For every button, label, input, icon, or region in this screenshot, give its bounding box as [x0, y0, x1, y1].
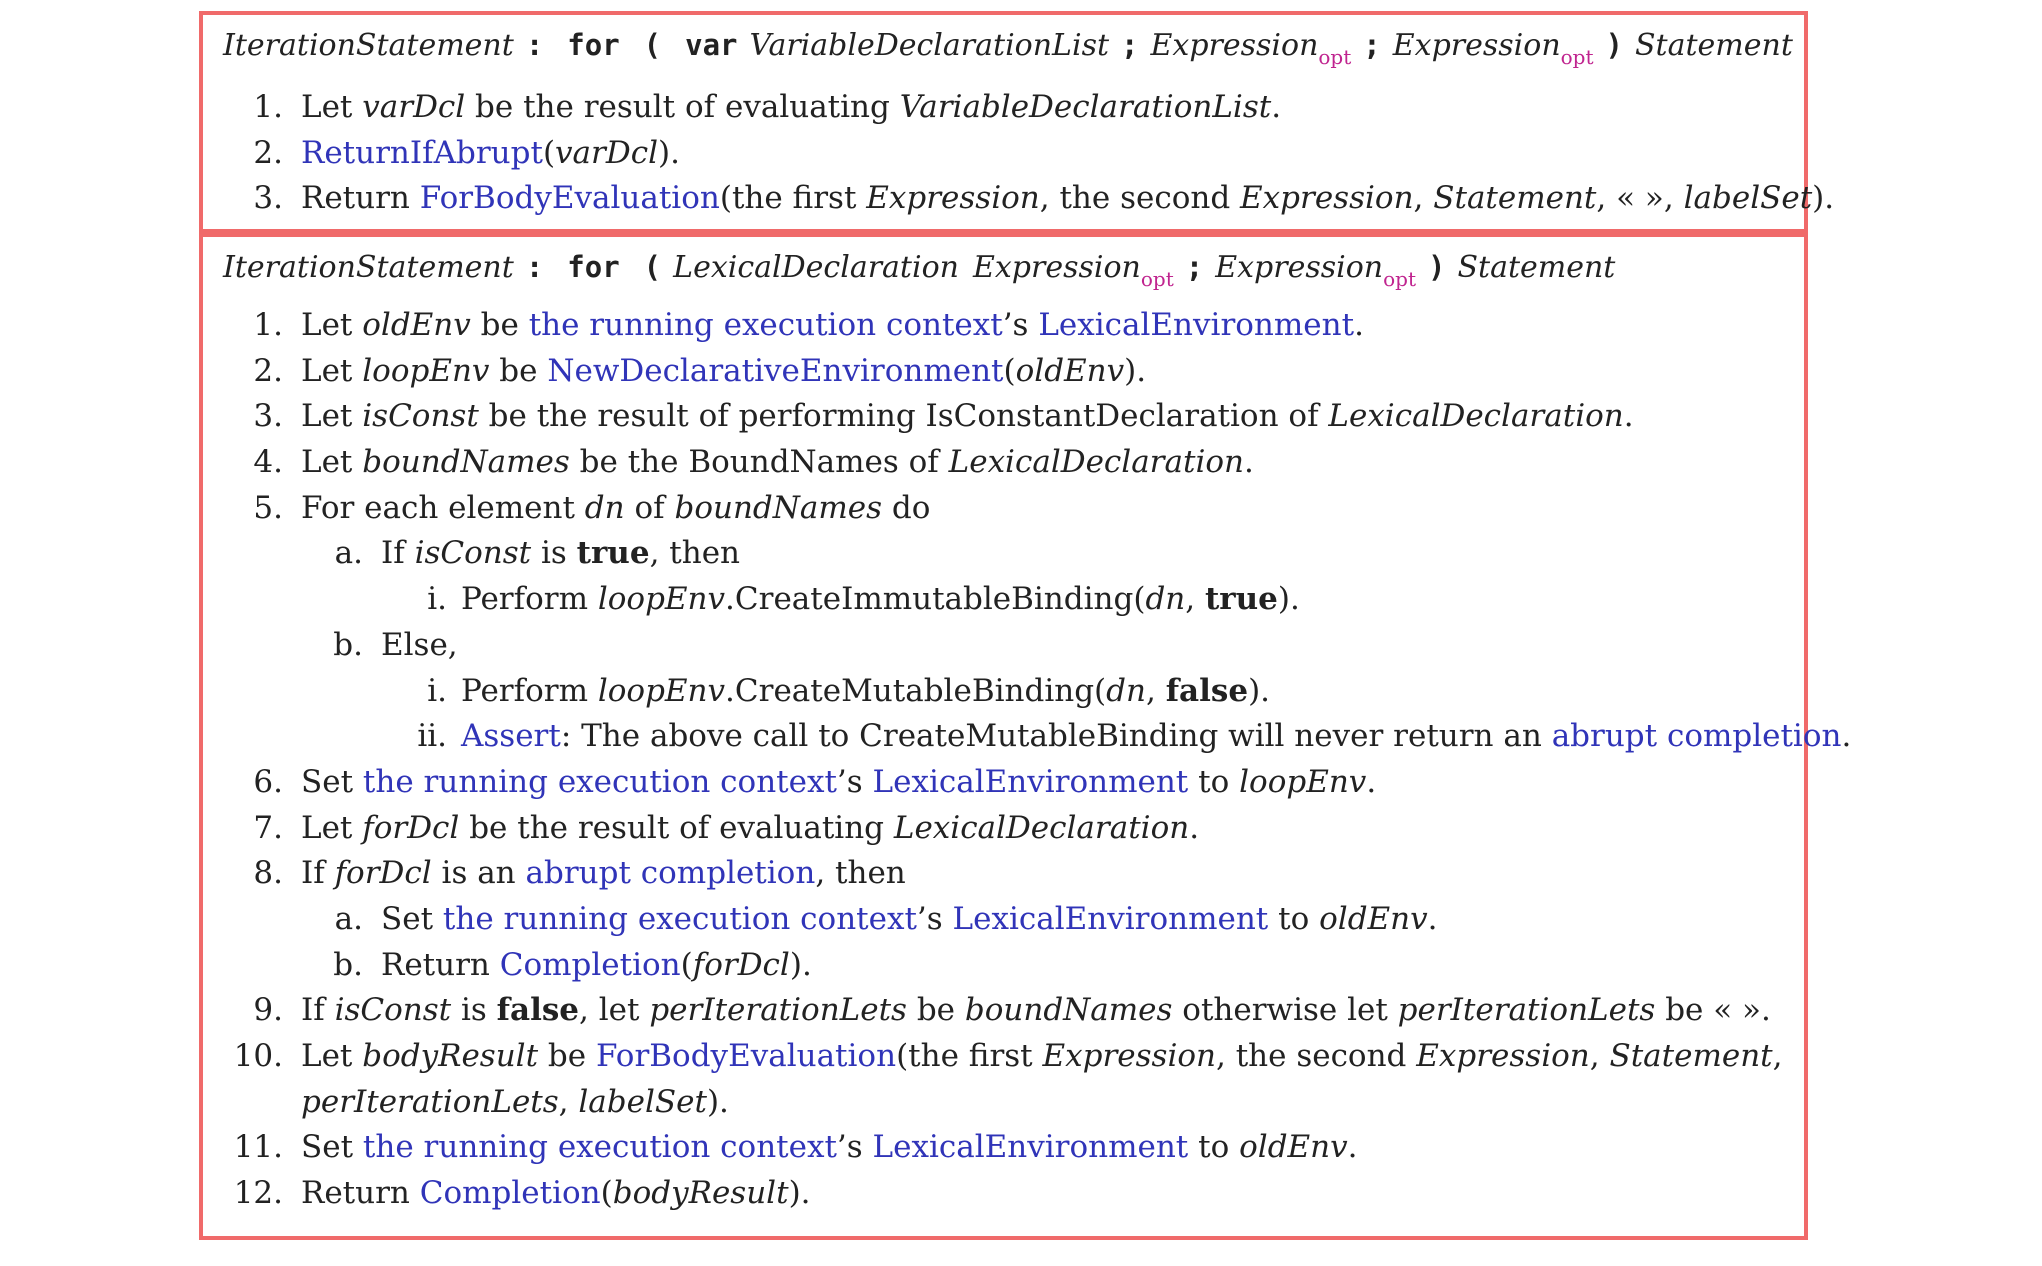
production-colon: :	[525, 250, 544, 284]
link-lexicalenvironment[interactable]: LexicalEnvironment	[1038, 307, 1355, 343]
link-running-execution-context[interactable]: the running execution context	[362, 1129, 837, 1166]
step-8	[203, 851, 1804, 897]
grammar-production-var	[223, 19, 1793, 74]
step-text: Set the running execution context’s LexicalEnvironment to loopEnv.	[301, 763, 1377, 800]
nonterminal-ref: Statement	[1609, 1038, 1773, 1074]
step-number: 7.	[253, 809, 283, 846]
step-text: Let forDcl be the result of evaluating LexicalDeclaration.	[301, 809, 1200, 846]
step-text: For each element dn of boundNames do	[301, 489, 931, 526]
step-number: 3.	[253, 180, 283, 217]
nonterminal-ref: Expression	[1240, 180, 1414, 217]
variable: loopEnv	[362, 352, 490, 389]
algorithm-steps-lexical	[203, 303, 1852, 1217]
step-10-continued	[203, 1080, 1804, 1126]
step-number: 1.	[253, 307, 283, 343]
nonterminal-ref: LexicalDeclaration	[1328, 398, 1624, 435]
step-text: Assert: The above call to CreateMutableBinding will never return an abrupt completion.	[461, 718, 1852, 755]
variable: oldEnv	[1239, 1129, 1348, 1166]
step-text: If isConst is false, let perIterationLets be boundNames otherwise let perIterationLets be « ».	[301, 992, 1771, 1029]
variable: oldEnv	[1319, 900, 1428, 937]
step-number: 8.	[253, 855, 283, 892]
link-returnifabrupt[interactable]: ReturnIfAbrupt	[301, 134, 543, 171]
keyword-var: var	[685, 28, 738, 62]
step-text: Perform loopEnv.CreateImmutableBinding(dn, true).	[461, 581, 1300, 618]
step-text: perIterationLets, labelSet).	[301, 1083, 729, 1120]
step-number: 9.	[253, 992, 283, 1029]
step-5	[203, 486, 1804, 532]
step-text: Return Completion(bodyResult).	[301, 1175, 811, 1212]
grammar-production-lexical	[223, 241, 1615, 296]
variable: oldEnv	[362, 307, 471, 343]
link-abrupt-completion[interactable]: abrupt completion	[1551, 718, 1842, 755]
variable: perIterationLets	[301, 1083, 559, 1120]
punct-rparen: )	[1605, 28, 1623, 62]
step-text: Set the running execution context’s LexicalEnvironment to oldEnv.	[381, 900, 1438, 937]
step-text: Set the running execution context’s LexicalEnvironment to oldEnv.	[301, 1129, 1358, 1166]
opt-subscript: opt	[1318, 45, 1352, 69]
punct-rparen: )	[1428, 250, 1446, 284]
step-number: 4.	[253, 444, 283, 481]
nonterminal-ref: Statement	[1433, 180, 1597, 217]
production-colon: :	[525, 28, 544, 62]
step-4	[203, 440, 1804, 486]
step-9	[203, 988, 1804, 1034]
step-7	[203, 806, 1804, 852]
variable: bodyResult	[362, 1038, 539, 1074]
step-number: ii.	[417, 718, 447, 755]
variable: labelSet	[578, 1083, 707, 1120]
variable: perIterationLets	[1397, 992, 1656, 1029]
step-number: 11.	[233, 1129, 283, 1166]
algorithm-steps-var	[203, 85, 1835, 222]
variable: forDcl	[692, 946, 790, 983]
step-11	[203, 1125, 1804, 1171]
punct-lparen: (	[643, 250, 662, 284]
variable: boundNames	[964, 992, 1173, 1029]
link-newdeclarativeenvironment[interactable]: NewDeclarativeEnvironment	[547, 352, 1004, 389]
step-number: b.	[333, 626, 363, 663]
value-true: true	[1204, 581, 1278, 618]
variable: loopEnv	[597, 581, 726, 618]
link-assert[interactable]: Assert	[461, 718, 561, 755]
nonterminal-ref: VariableDeclarationList	[899, 89, 1272, 125]
step-3	[203, 176, 1835, 222]
keyword-for: for	[567, 28, 620, 62]
variable: dn	[584, 489, 625, 526]
punct-semicolon: ;	[1185, 250, 1204, 284]
variable: loopEnv	[1239, 763, 1367, 800]
step-1	[203, 303, 1804, 349]
step-text: Let isConst be the result of performing IsConstantDeclaration of LexicalDeclaration.	[301, 398, 1634, 435]
step-8b	[203, 943, 1804, 989]
step-number: b.	[333, 946, 363, 983]
step-5bi	[203, 669, 1804, 715]
link-lexicalenvironment[interactable]: LexicalEnvironment	[952, 900, 1269, 937]
step-text: Let bodyResult be ForBodyEvaluation(the first Expression, the second Expression, Statement,	[301, 1038, 1783, 1074]
punct-semicolon: ;	[1121, 28, 1139, 62]
production-box-lexical	[199, 233, 1852, 1240]
step-number: 1.	[253, 89, 283, 125]
nonterminal-ref: LexicalDeclaration	[948, 444, 1244, 481]
step-number: 6.	[253, 763, 283, 800]
step-number: 2.	[253, 352, 283, 389]
link-completion[interactable]: Completion	[419, 1175, 601, 1212]
variable: isConst	[414, 535, 532, 572]
nonterminal-statement: Statement	[1635, 28, 1793, 63]
nonterminal-ref: LexicalDeclaration	[893, 809, 1190, 846]
link-running-execution-context[interactable]: the running execution context	[528, 307, 1003, 343]
nonterminal-ref: Expression	[1042, 1038, 1216, 1074]
step-6	[203, 760, 1804, 806]
link-running-execution-context[interactable]: the running execution context	[362, 763, 837, 800]
production-box-var	[199, 11, 1835, 233]
step-1	[203, 85, 1804, 131]
variable: varDcl	[555, 134, 658, 171]
value-false: false	[496, 992, 580, 1029]
nonterminal-lexical-declaration: LexicalDeclaration	[673, 250, 959, 285]
step-text: Return ForBodyEvaluation(the first Expression, the second Expression, Statement, « », labelSet).	[301, 180, 1835, 217]
nonterminal-lhs: IterationStatement	[223, 28, 514, 63]
value-false: false	[1165, 672, 1249, 709]
link-forbodyevaluation[interactable]: ForBodyEvaluation	[595, 1038, 897, 1074]
step-12	[203, 1171, 1804, 1217]
variable: forDcl	[334, 855, 432, 892]
opt-subscript: opt	[1140, 267, 1174, 291]
variable: perIterationLets	[649, 992, 907, 1029]
link-lexicalenvironment[interactable]: LexicalEnvironment	[872, 1129, 1189, 1166]
variable: forDcl	[362, 809, 460, 846]
step-3	[203, 394, 1804, 440]
link-lexicalenvironment[interactable]: LexicalEnvironment	[872, 763, 1189, 800]
step-8a	[203, 897, 1804, 943]
step-5a	[203, 531, 1804, 577]
step-number: 12.	[233, 1175, 283, 1212]
variable: dn	[1145, 581, 1186, 618]
step-text: Return Completion(forDcl).	[381, 946, 812, 983]
variable: bodyResult	[612, 1175, 789, 1212]
variable: loopEnv	[597, 672, 726, 709]
nonterminal-ref: Expression	[866, 180, 1040, 217]
step-text: If isConst is true, then	[381, 535, 741, 572]
step-5ai	[203, 577, 1804, 623]
variable: isConst	[362, 398, 479, 435]
variable: dn	[1106, 672, 1146, 709]
variable: boundNames	[674, 489, 883, 526]
variable: isConst	[334, 992, 452, 1029]
punct-lparen: (	[643, 28, 662, 62]
link-abrupt-completion[interactable]: abrupt completion	[525, 855, 816, 892]
opt-subscript: opt	[1383, 267, 1416, 291]
nonterminal-lhs: IterationStatement	[223, 250, 514, 285]
step-number: 5.	[253, 489, 283, 526]
nonterminal-statement: Statement	[1457, 250, 1616, 285]
nonterminal-variable-declaration-list: VariableDeclarationList	[749, 28, 1110, 63]
step-5b	[203, 623, 1804, 669]
step-text: Let boundNames be the BoundNames of LexicalDeclaration.	[301, 444, 1254, 481]
variable: labelSet	[1683, 180, 1813, 217]
step-number: i.	[427, 581, 447, 618]
step-text: Else,	[381, 626, 458, 663]
nonterminal-expression: Expression	[1215, 250, 1384, 285]
nonterminal-expression: Expression	[1150, 28, 1319, 63]
step-number: 10.	[233, 1038, 283, 1074]
step-2	[203, 131, 1804, 177]
nonterminal-expression: Expression	[972, 250, 1141, 285]
step-number: 3.	[253, 398, 283, 435]
nonterminal-ref: Expression	[1416, 1038, 1590, 1074]
variable: oldEnv	[1015, 352, 1125, 389]
step-number: a.	[334, 900, 363, 937]
step-2	[203, 349, 1804, 395]
step-5bii	[203, 714, 1852, 760]
step-number: 2.	[253, 134, 283, 171]
step-text: Let varDcl be the result of evaluating VariableDeclarationList.	[301, 89, 1282, 125]
link-completion[interactable]: Completion	[499, 946, 681, 983]
variable: varDcl	[362, 89, 466, 125]
step-text: Let oldEnv be the running execution context’s LexicalEnvironment.	[301, 307, 1364, 343]
link-forbodyevaluation[interactable]: ForBodyEvaluation	[419, 180, 720, 217]
step-text: Perform loopEnv.CreateMutableBinding(dn, false).	[461, 672, 1271, 709]
link-running-execution-context[interactable]: the running execution context	[442, 900, 917, 937]
nonterminal-expression: Expression	[1392, 28, 1561, 63]
step-10	[203, 1034, 1804, 1080]
value-true: true	[576, 535, 650, 572]
step-text: Let loopEnv be NewDeclarativeEnvironment(oldEnv).	[301, 352, 1147, 389]
step-number: a.	[334, 535, 363, 572]
keyword-for: for	[567, 250, 620, 284]
step-number: i.	[427, 672, 447, 709]
variable: boundNames	[362, 444, 570, 481]
step-text: ReturnIfAbrupt(varDcl).	[301, 134, 680, 171]
punct-semicolon: ;	[1363, 28, 1381, 62]
opt-subscript: opt	[1560, 45, 1594, 69]
step-text: If forDcl is an abrupt completion, then	[301, 855, 906, 892]
